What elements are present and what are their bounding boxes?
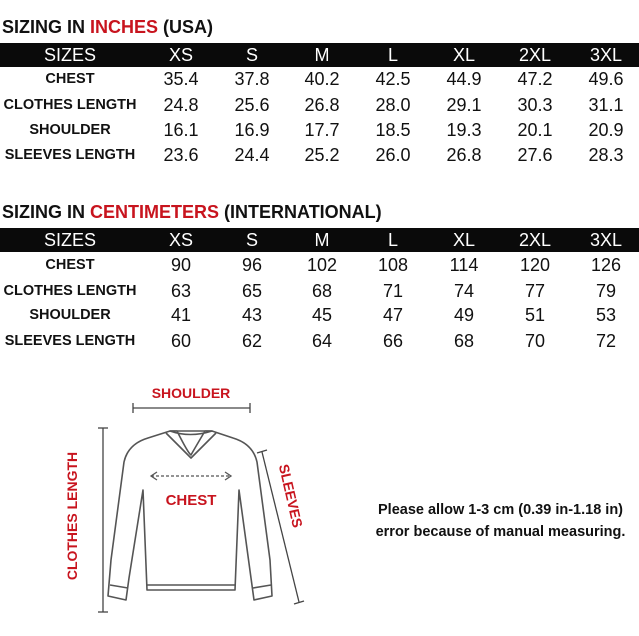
table-cell: 40.2 bbox=[304, 69, 340, 89]
table-cell: 62 bbox=[241, 331, 263, 351]
table-cell: 25.6 bbox=[234, 95, 270, 115]
table-cell: 49 bbox=[453, 305, 475, 325]
table-cell: 126 bbox=[590, 255, 622, 275]
table-cell: 70 bbox=[524, 331, 546, 351]
centimeters-section-title: SIZING IN CENTIMETERS (INTERNATIONAL) bbox=[2, 202, 382, 222]
table-cell: 29.1 bbox=[446, 95, 482, 115]
header-sizes-label: SIZES bbox=[43, 230, 96, 250]
table-cell: 24.8 bbox=[163, 95, 199, 115]
table-cell: 90 bbox=[170, 255, 192, 275]
table-cell: 53 bbox=[595, 305, 617, 325]
table-cell: 16.9 bbox=[234, 120, 270, 140]
header-size-xl: XL bbox=[452, 45, 476, 65]
table-cell: 72 bbox=[595, 331, 617, 351]
row-label: CLOTHES LENGTH bbox=[3, 97, 137, 113]
chest-label: CHEST bbox=[165, 492, 217, 509]
table-cell: 44.9 bbox=[446, 69, 482, 89]
table-cell: 23.6 bbox=[163, 145, 199, 165]
table-cell: 77 bbox=[524, 281, 546, 301]
table-cell: 43 bbox=[241, 305, 263, 325]
table-cell: 74 bbox=[453, 281, 475, 301]
header-size-2xl: 2XL bbox=[518, 230, 552, 250]
table-row bbox=[0, 279, 639, 304]
table-cell: 64 bbox=[311, 331, 333, 351]
row-label: CHEST bbox=[45, 257, 95, 273]
centimeters-header-row bbox=[0, 228, 639, 252]
table-row bbox=[0, 143, 639, 168]
header-size-m: M bbox=[314, 45, 330, 65]
table-cell: 35.4 bbox=[163, 69, 199, 89]
header-sizes-label: SIZES bbox=[43, 45, 96, 65]
table-cell: 68 bbox=[453, 331, 475, 351]
table-cell: 41 bbox=[170, 305, 192, 325]
row-label: SHOULDER bbox=[29, 122, 111, 138]
table-cell: 102 bbox=[306, 255, 338, 275]
table-row bbox=[0, 118, 639, 143]
table-cell: 16.1 bbox=[163, 120, 199, 140]
table-cell: 79 bbox=[595, 281, 617, 301]
table-cell: 31.1 bbox=[588, 95, 624, 115]
table-cell: 18.5 bbox=[375, 120, 411, 140]
table-cell: 26.8 bbox=[304, 95, 340, 115]
header-size-3xl: 3XL bbox=[589, 45, 623, 65]
table-cell: 45 bbox=[311, 305, 333, 325]
table-cell: 19.3 bbox=[446, 120, 482, 140]
table-cell: 42.5 bbox=[375, 69, 411, 89]
table-cell: 96 bbox=[241, 255, 263, 275]
table-cell: 28.0 bbox=[375, 95, 411, 115]
clothes-length-label: CLOTHES LENGTH bbox=[64, 451, 80, 581]
table-row bbox=[0, 67, 639, 92]
row-label: SLEEVES LENGTH bbox=[4, 333, 136, 349]
table-cell: 28.3 bbox=[588, 145, 624, 165]
table-row bbox=[0, 93, 639, 118]
table-cell: 27.6 bbox=[517, 145, 553, 165]
table-cell: 120 bbox=[519, 255, 551, 275]
shoulder-label: SHOULDER bbox=[151, 385, 231, 401]
header-size-xs: XS bbox=[168, 45, 193, 65]
row-label: CLOTHES LENGTH bbox=[3, 283, 137, 299]
row-label: CHEST bbox=[45, 71, 95, 87]
table-cell: 26.0 bbox=[375, 145, 411, 165]
header-size-xs: XS bbox=[168, 230, 193, 250]
table-cell: 25.2 bbox=[304, 145, 340, 165]
table-row bbox=[0, 329, 639, 354]
table-cell: 20.1 bbox=[517, 120, 553, 140]
measurement-note: Please allow 1-3 cm (0.39 in-1.18 in) error because of manual measuring. bbox=[375, 502, 626, 540]
header-size-xl: XL bbox=[452, 230, 476, 250]
table-cell: 47.2 bbox=[517, 69, 553, 89]
inches-header-row bbox=[0, 43, 639, 67]
header-size-2xl: 2XL bbox=[518, 45, 552, 65]
table-cell: 24.4 bbox=[234, 145, 270, 165]
header-size-l: L bbox=[387, 230, 398, 250]
header-size-m: M bbox=[314, 230, 330, 250]
header-size-s: S bbox=[245, 230, 258, 250]
row-label: SHOULDER bbox=[29, 307, 111, 323]
header-size-s: S bbox=[245, 45, 258, 65]
table-row bbox=[0, 253, 639, 278]
table-cell: 49.6 bbox=[588, 69, 624, 89]
table-row bbox=[0, 303, 639, 328]
table-cell: 51 bbox=[524, 305, 546, 325]
table-cell: 47 bbox=[382, 305, 404, 325]
table-cell: 17.7 bbox=[304, 120, 340, 140]
table-cell: 108 bbox=[377, 255, 409, 275]
header-size-l: L bbox=[387, 45, 398, 65]
table-cell: 60 bbox=[170, 331, 192, 351]
inches-section-title: SIZING IN INCHES (USA) bbox=[2, 17, 214, 37]
header-size-3xl: 3XL bbox=[589, 230, 623, 250]
sleeves-label: SLEEVES bbox=[275, 462, 306, 530]
table-cell: 37.8 bbox=[234, 69, 270, 89]
table-cell: 68 bbox=[311, 281, 333, 301]
table-cell: 20.9 bbox=[588, 120, 624, 140]
table-cell: 26.8 bbox=[446, 145, 482, 165]
row-label: SLEEVES LENGTH bbox=[4, 147, 136, 163]
table-cell: 71 bbox=[382, 281, 404, 301]
table-cell: 30.3 bbox=[517, 95, 553, 115]
table-cell: 65 bbox=[241, 281, 263, 301]
table-cell: 114 bbox=[449, 255, 479, 275]
table-cell: 63 bbox=[170, 281, 192, 301]
table-cell: 66 bbox=[382, 331, 404, 351]
sweater-outline bbox=[108, 431, 272, 600]
